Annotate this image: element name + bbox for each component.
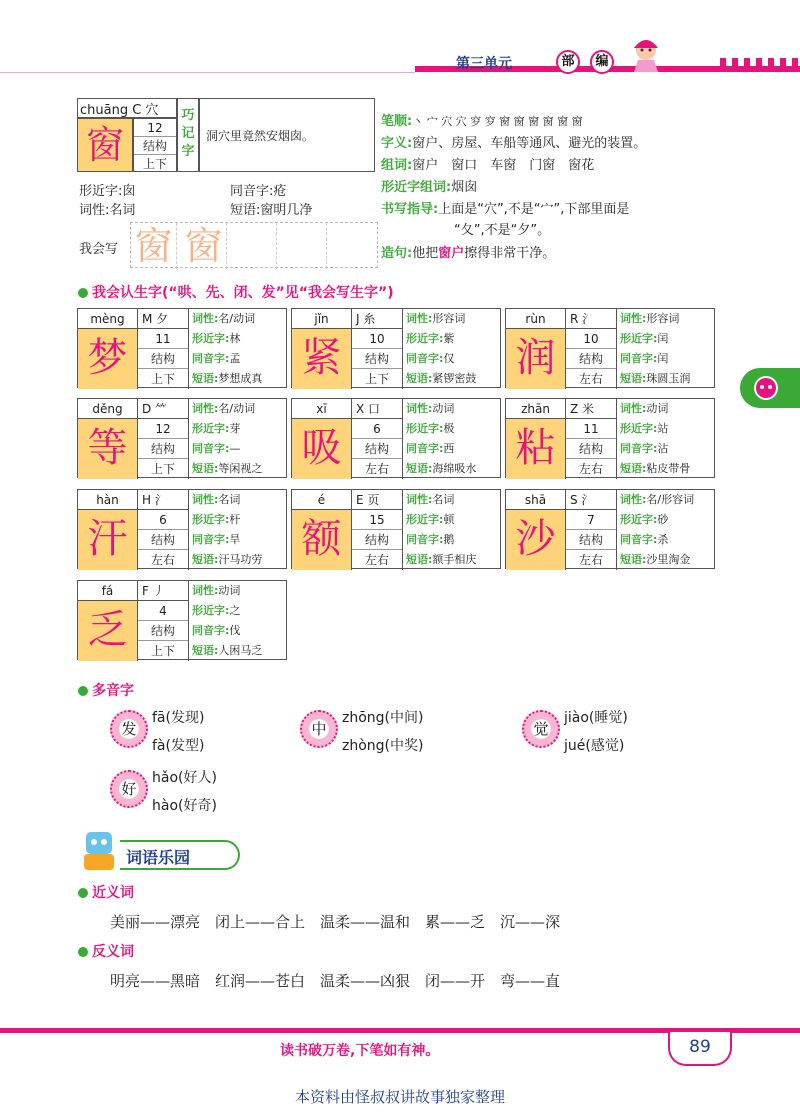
- synonyms: 美丽——漂亮 闭上——合上 温柔——温和 累——乏 沉——深: [110, 913, 561, 931]
- card-cixing: 动词: [432, 402, 455, 415]
- unit-title: 第三单元: [456, 56, 512, 72]
- main-struct: 上下: [142, 157, 167, 171]
- card-char: 沙: [506, 510, 566, 570]
- char-card: [77, 398, 287, 478]
- card-char: 等: [78, 419, 138, 479]
- card-cixing-label: 词性:: [192, 402, 219, 415]
- card-tongyin: 鹅: [443, 533, 455, 546]
- zaoju-label: 造句:: [381, 246, 413, 261]
- char-card: [77, 580, 287, 660]
- card-char: 梦: [78, 329, 138, 389]
- card-pinyin: shā: [506, 490, 566, 510]
- write-cell-5[interactable]: [331, 223, 377, 269]
- robot-icon: [78, 828, 122, 872]
- card-cixing-label: 词性:: [192, 493, 219, 506]
- card-radical: Z 米: [566, 399, 616, 419]
- card-radical: E 页: [352, 490, 402, 510]
- char-card: [77, 308, 287, 388]
- card-details: [616, 399, 716, 479]
- card-duanyu-label: 短语:: [406, 462, 433, 475]
- card-tongyin: 旱: [229, 533, 241, 546]
- card-duanyu: 人困马乏: [218, 644, 263, 657]
- card-tongyin: 伐: [229, 624, 241, 637]
- card-radical: M 夕: [138, 309, 188, 329]
- poly-char-flower: 觉: [522, 710, 560, 748]
- zaoju-highlight: 窗户: [438, 246, 465, 261]
- card-struct: 左右: [364, 462, 389, 476]
- card-meta: [138, 510, 188, 570]
- poly-char-flower: 中: [300, 710, 338, 748]
- card-tongyin-label: 同音字:: [406, 442, 444, 455]
- write-label: 我会写: [79, 242, 119, 257]
- write-cell-3[interactable]: [231, 223, 277, 269]
- card-struct: 上下: [364, 372, 389, 386]
- main-xingjin: 形近字:囱: [79, 184, 136, 199]
- card-cixing-label: 词性:: [620, 312, 647, 325]
- card-radical: X 口: [352, 399, 402, 419]
- poly-readings: [152, 705, 204, 761]
- card-xingjin-label: 形近字:: [406, 422, 444, 435]
- card-tongyin: 仅: [443, 352, 455, 365]
- card-pinyin: mèng: [78, 309, 138, 329]
- card-details: [402, 309, 502, 389]
- card-duanyu-label: 短语:: [620, 372, 647, 385]
- card-char: 额: [292, 510, 352, 570]
- main-pinyin: chuāng C 穴: [77, 98, 177, 118]
- card-struct: 上下: [150, 372, 175, 386]
- card-xingjin: 极: [443, 422, 455, 435]
- card-struct: 上下: [150, 462, 175, 476]
- card-xingjin-label: 形近字:: [406, 513, 444, 526]
- card-cixing: 名词: [218, 493, 241, 506]
- card-duanyu: 等闲视之: [218, 462, 263, 475]
- cartoon-girl-icon: [626, 36, 666, 72]
- card-details: [402, 490, 502, 570]
- card-xingjin: 林: [229, 332, 241, 345]
- write-grid: [130, 222, 378, 268]
- write-char-1: 窗: [131, 223, 177, 269]
- main-duanyu: 短语:窗明几净: [230, 203, 313, 218]
- card-xingjin: 芽: [229, 422, 241, 435]
- main-struct-label: 结构: [134, 137, 176, 155]
- poly-reading-1: zhōng(中间): [342, 710, 424, 726]
- card-xingjin: 闰: [657, 332, 669, 345]
- card-xingjin: 之: [229, 604, 241, 617]
- side-tab: [740, 368, 800, 408]
- card-pinyin: jǐn: [292, 309, 352, 329]
- card-struct-label: 结构: [352, 530, 402, 550]
- card-cixing: 名/动词: [218, 402, 256, 415]
- card-xingjin: 杆: [229, 513, 241, 526]
- card-tongyin-label: 同音字:: [192, 442, 230, 455]
- card-duanyu-label: 短语:: [192, 462, 219, 475]
- card-pinyin: é: [292, 490, 352, 510]
- poly-reading-1: jiào(睡觉): [564, 710, 628, 726]
- card-tongyin-label: 同音字:: [620, 442, 658, 455]
- card-duanyu-label: 短语:: [192, 553, 219, 566]
- card-pinyin: fá: [78, 581, 138, 601]
- header-thin-line: [0, 72, 415, 73]
- xjzc-label: 形近字组词:: [381, 180, 452, 195]
- qiao-text: 洞穴里竟然安烟囱。: [199, 98, 375, 172]
- xjzc: 烟囱: [451, 180, 478, 195]
- card-pinyin: rùn: [506, 309, 566, 329]
- card-radical: D ⺮: [138, 399, 188, 419]
- syn-dot: [78, 888, 88, 898]
- card-struct-label: 结构: [138, 530, 188, 550]
- main-char: 窗: [77, 118, 133, 172]
- zaoju-pre: 他把: [412, 246, 439, 261]
- char-card: [505, 398, 715, 478]
- shuxie-label: 书写指导:: [381, 202, 439, 217]
- main-cixing: 词性:名词: [79, 203, 136, 218]
- card-details: [188, 581, 288, 661]
- char-card: [291, 308, 501, 388]
- card-xingjin-label: 形近字:: [620, 513, 658, 526]
- card-duanyu: 额手相庆: [432, 553, 477, 566]
- char-card: [291, 489, 501, 569]
- poly-char-flower: 发: [110, 710, 148, 748]
- card-meta: [352, 510, 402, 570]
- card-struct-label: 结构: [138, 349, 188, 369]
- card-radical: J 糸: [352, 309, 402, 329]
- shuxie-1: 上面是“穴”,不是“宀”,下部里面是: [438, 202, 630, 217]
- card-radical: R 氵: [566, 309, 616, 329]
- write-char-2: 窗: [181, 223, 227, 269]
- card-char: 吸: [292, 419, 352, 479]
- poly-reading-2: zhòng(中奖): [342, 738, 424, 754]
- card-struct: 左右: [150, 553, 175, 567]
- card-cixing-label: 词性:: [192, 584, 219, 597]
- card-tongyin-label: 同音字:: [406, 533, 444, 546]
- card-cixing-label: 词性:: [620, 402, 647, 415]
- card-meta: [566, 329, 616, 389]
- section-poly: 多音字: [92, 683, 134, 699]
- card-cixing: 形容词: [646, 312, 680, 325]
- card-duanyu-label: 短语:: [406, 553, 433, 566]
- card-details: [188, 309, 288, 389]
- card-details: [616, 309, 716, 389]
- card-radical: F 丿: [138, 581, 188, 601]
- char-card: [77, 489, 287, 569]
- card-details: [616, 490, 716, 570]
- card-tongyin-label: 同音字:: [406, 352, 444, 365]
- card-cixing: 名/动词: [218, 312, 256, 325]
- poly-reading-1: fā(发现): [152, 710, 205, 726]
- card-tongyin-label: 同音字:: [192, 533, 230, 546]
- header-checker-pattern: [720, 58, 800, 72]
- card-duanyu: 紧锣密鼓: [432, 372, 477, 385]
- card-strokes: 11: [566, 419, 616, 439]
- card-duanyu: 海绵吸水: [432, 462, 477, 475]
- card-xingjin: 站: [657, 422, 669, 435]
- ant-dot: [78, 947, 88, 957]
- card-struct-label: 结构: [138, 439, 188, 459]
- poly-dot: [78, 686, 88, 696]
- card-strokes: 12: [138, 419, 188, 439]
- page-number: 89: [668, 1032, 732, 1066]
- poly-char-flower: 好: [110, 770, 148, 808]
- card-xingjin-label: 形近字:: [192, 332, 230, 345]
- card-char: 粘: [506, 419, 566, 479]
- card-cixing-label: 词性:: [192, 312, 219, 325]
- card-strokes: 4: [138, 601, 188, 621]
- card-char: 润: [506, 329, 566, 389]
- card-meta: [352, 329, 402, 389]
- card-radical: H 氵: [138, 490, 188, 510]
- main-strokes: 12: [134, 119, 176, 137]
- card-pinyin: xī: [292, 399, 352, 419]
- card-duanyu: 粘皮带骨: [646, 462, 691, 475]
- card-details: [188, 399, 288, 479]
- card-strokes: 7: [566, 510, 616, 530]
- card-meta: [352, 419, 402, 479]
- card-cixing: 名/形容词: [646, 493, 695, 506]
- footer-credit: 本资料由怪叔叔讲故事独家整理: [294, 1088, 505, 1106]
- section-recognize: 我会认生字(“哄、先、闭、发”见“我会写生字”): [92, 285, 394, 301]
- card-strokes: 6: [352, 419, 402, 439]
- card-cixing: 动词: [218, 584, 241, 597]
- card-struct-label: 结构: [566, 439, 616, 459]
- card-tongyin: —: [229, 442, 241, 455]
- poly-readings: [564, 705, 628, 761]
- card-tongyin: 沾: [657, 442, 669, 455]
- antonyms: 明亮——黑暗 红润——苍白 温柔——凶狠 闭——开 弯——直: [110, 972, 561, 990]
- section-dot: [78, 288, 88, 298]
- section-syn: 近义词: [92, 885, 134, 901]
- card-tongyin: 闰: [657, 352, 669, 365]
- card-cixing-label: 词性:: [406, 493, 433, 506]
- ci-banner: 词语乐园: [126, 848, 191, 867]
- poly-reading-2: hào(好奇): [152, 798, 217, 814]
- card-char: 汗: [78, 510, 138, 570]
- card-meta: [566, 419, 616, 479]
- badge-bian: 编: [590, 50, 614, 74]
- card-char: 紧: [292, 329, 352, 389]
- card-cixing: 形容词: [432, 312, 466, 325]
- card-tongyin: 西: [443, 442, 455, 455]
- card-tongyin: 孟: [229, 352, 241, 365]
- card-strokes: 15: [352, 510, 402, 530]
- card-tongyin-label: 同音字:: [192, 624, 230, 637]
- card-struct: 左右: [364, 553, 389, 567]
- shuxie-2: “夂”,不是“夕”。: [454, 223, 551, 238]
- write-cell-4[interactable]: [281, 223, 327, 269]
- char-card: [505, 308, 715, 388]
- card-duanyu: 珠圆玉润: [646, 372, 691, 385]
- card-cixing-label: 词性:: [620, 493, 647, 506]
- card-xingjin-label: 形近字:: [620, 422, 658, 435]
- card-duanyu: 汗马功劳: [218, 553, 263, 566]
- card-struct: 左右: [578, 462, 603, 476]
- card-duanyu: 沙里淘金: [646, 553, 691, 566]
- poly-readings: [152, 765, 217, 821]
- card-struct: 上下: [150, 644, 175, 658]
- main-tongyin: 同音字:疮: [230, 184, 287, 199]
- ziyi-label: 字义:: [381, 136, 413, 151]
- ziyi: 窗户、房屋、车船等通风、避光的装置。: [412, 136, 647, 151]
- bishun-label: 笔顺:: [381, 114, 413, 129]
- card-char: 乏: [78, 601, 138, 661]
- zaoju-post: 擦得非常干净。: [464, 246, 556, 261]
- card-details: [188, 490, 288, 570]
- char-card: [505, 489, 715, 569]
- zuci: 窗户 窗口 车窗 门窗 窗花: [412, 158, 595, 173]
- card-xingjin: 紫: [443, 332, 455, 345]
- section-ant: 反义词: [92, 944, 134, 960]
- card-cixing-label: 词性:: [406, 312, 433, 325]
- card-xingjin-label: 形近字:: [192, 604, 230, 617]
- poly-reading-2: fà(发型): [152, 738, 205, 754]
- card-cixing: 动词: [646, 402, 669, 415]
- card-duanyu-label: 短语:: [192, 372, 219, 385]
- card-strokes: 6: [138, 510, 188, 530]
- card-radical: S 氵: [566, 490, 616, 510]
- qiao-label: 巧记字: [177, 98, 199, 172]
- card-struct-label: 结构: [352, 349, 402, 369]
- poly-reading-1: hǎo(好人): [152, 770, 217, 786]
- card-tongyin-label: 同音字:: [620, 533, 658, 546]
- card-tongyin-label: 同音字:: [620, 352, 658, 365]
- card-tongyin: 杀: [657, 533, 669, 546]
- card-struct-label: 结构: [352, 439, 402, 459]
- card-duanyu-label: 短语:: [620, 462, 647, 475]
- zuci-label: 组词:: [381, 158, 413, 173]
- card-xingjin: 顿: [443, 513, 455, 526]
- card-xingjin: 砂: [657, 513, 669, 526]
- card-meta: [566, 510, 616, 570]
- card-xingjin-label: 形近字:: [192, 513, 230, 526]
- card-meta: [138, 329, 188, 389]
- card-duanyu-label: 短语:: [406, 372, 433, 385]
- card-meta: [138, 601, 188, 661]
- main-char-info: [133, 118, 177, 172]
- card-xingjin-label: 形近字:: [406, 332, 444, 345]
- card-strokes: 11: [138, 329, 188, 349]
- poly-readings: [342, 705, 423, 761]
- card-strokes: 10: [566, 329, 616, 349]
- card-struct-label: 结构: [566, 530, 616, 550]
- card-xingjin-label: 形近字:: [620, 332, 658, 345]
- card-struct: 左右: [578, 553, 603, 567]
- card-details: [402, 399, 502, 479]
- card-cixing-label: 词性:: [406, 402, 433, 415]
- bishun: 丶 宀 穴 穴 穸 穸 窗 窗 窗 窗 窗 窗: [412, 115, 583, 128]
- badge-bu: 部: [556, 50, 580, 74]
- card-pinyin: zhān: [506, 399, 566, 419]
- motto: 读书破万卷,下笔如有神。: [280, 1043, 440, 1059]
- card-xingjin-label: 形近字:: [192, 422, 230, 435]
- card-struct-label: 结构: [566, 349, 616, 369]
- card-duanyu-label: 短语:: [192, 644, 219, 657]
- card-strokes: 10: [352, 329, 402, 349]
- card-duanyu: 梦想成真: [218, 372, 263, 385]
- poly-reading-2: jué(感觉): [564, 738, 625, 754]
- card-struct: 左右: [578, 372, 603, 386]
- card-pinyin: děng: [78, 399, 138, 419]
- card-meta: [138, 419, 188, 479]
- card-duanyu-label: 短语:: [620, 553, 647, 566]
- card-struct-label: 结构: [138, 621, 188, 641]
- char-card: [291, 398, 501, 478]
- card-cixing: 名词: [432, 493, 455, 506]
- card-pinyin: hàn: [78, 490, 138, 510]
- card-tongyin-label: 同音字:: [192, 352, 230, 365]
